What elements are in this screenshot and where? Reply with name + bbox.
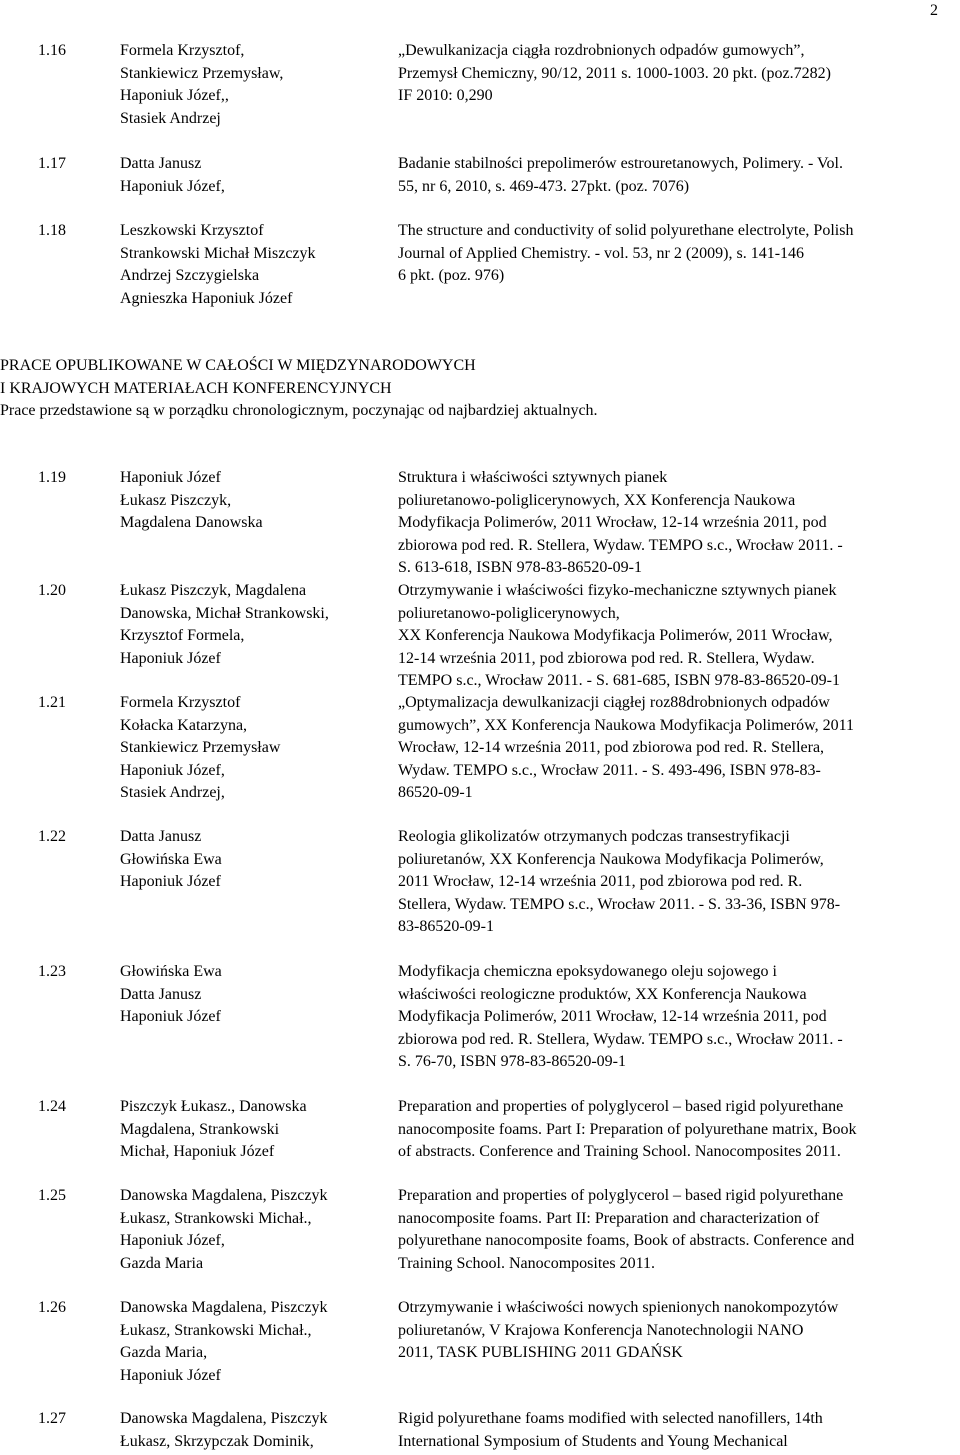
author-line: Formela Krzysztof	[120, 694, 241, 711]
author-line: Formela Krzysztof,	[120, 42, 245, 59]
author-line: Danowska Magdalena, Piszczyk	[120, 1299, 328, 1316]
author-line: Piszczyk Łukasz., Danowska	[120, 1098, 307, 1115]
author-line: Danowska Magdalena, Piszczyk	[120, 1187, 328, 1204]
author-line: Datta Janusz	[120, 155, 202, 172]
entry-authors	[120, 1096, 385, 1164]
publication-line: 83-86520-09-1	[398, 918, 494, 935]
entry-number: 1.17	[38, 155, 66, 172]
author-line: Datta Janusz	[120, 985, 202, 1003]
publication-line: Otrzymywanie i właściwości fizyko-mechaniczne sztywnych pianek	[398, 582, 837, 599]
entry-number: 1.23	[38, 963, 66, 980]
author-line: Łukasz, Strankowski Michał.,	[120, 1321, 312, 1339]
publication-line: nanocomposite foams. Part I: Preparation of polyurethane matrix, Book	[398, 1120, 857, 1138]
entry-number: 1.24	[38, 1098, 66, 1115]
publication-line: of abstracts. Conference and Training School. Nanocomposites 2011.	[398, 1143, 841, 1160]
entry-publication	[398, 826, 958, 939]
author-line: Strankowski Michał Miszczyk	[120, 244, 316, 262]
publication-line: 6 pkt. (poz. 976)	[398, 267, 505, 284]
author-line: Haponiuk Józef,,	[120, 87, 229, 104]
entry-authors	[120, 153, 385, 198]
author-line: Łukasz Piszczyk,	[120, 491, 232, 509]
author-line: Krzysztof Formela,	[120, 627, 245, 644]
entry-publication	[398, 1185, 958, 1275]
section-title-line: PRACE OPUBLIKOWANE W CAŁOŚCI W MIĘDZYNARODOWYCH	[0, 357, 476, 374]
author-line: Łukasz Piszczyk, Magdalena	[120, 582, 307, 599]
publication-line: Modyfikacja Polimerów, 2011 Wrocław, 12-14 września 2011, pod	[398, 514, 827, 531]
publication-line: Wrocław, 12-14 września 2011, pod zbiorowa pod red. R. Stellera,	[398, 739, 825, 756]
publication-line: poliuretanowo-poliglicerynowych, XX Konferencja Naukowa	[398, 491, 796, 509]
publication-line: International Symposium of Students and Young Mechanical	[398, 1432, 788, 1450]
entry-number: 1.26	[38, 1299, 66, 1316]
entry-number: 1.18	[38, 222, 66, 239]
author-line: Danowska, Michał Strankowski,	[120, 604, 329, 622]
author-line: Gazda Maria,	[120, 1344, 208, 1361]
publication-line: XX Konferencja Naukowa Modyfikacja Polimerów, 2011 Wrocław,	[398, 627, 833, 644]
entry-number: 1.20	[38, 582, 66, 599]
author-line: Magdalena, Strankowski	[120, 1120, 280, 1138]
entry-authors	[120, 826, 385, 894]
publication-line: Preparation and properties of polyglycerol – based rigid polyurethane	[398, 1098, 844, 1115]
author-line: Łukasz, Skrzypczak Dominik,	[120, 1432, 314, 1450]
entry-authors	[120, 1185, 385, 1275]
entry-authors	[120, 1408, 385, 1453]
entry-authors	[120, 961, 385, 1029]
publication-line: TEMPO s.c., Wrocław 2011. - S. 681-685, ISBN 978-83-86520-09-1	[398, 672, 840, 689]
entry-number: 1.21	[38, 694, 66, 711]
author-line: Datta Janusz	[120, 828, 202, 845]
publication-line: Otrzymywanie i właściwości nowych spienionych nanokompozytów	[398, 1299, 839, 1316]
author-line: Haponiuk Józef,	[120, 761, 225, 779]
author-line: Magdalena Danowska	[120, 514, 263, 531]
publication-line: Stellera, Wydaw. TEMPO s.c., Wrocław 2011. - S. 33-36, ISBN 978-	[398, 895, 841, 913]
author-line: Haponiuk Józef	[120, 1008, 221, 1025]
publication-line: IF 2010: 0,290	[398, 87, 493, 104]
section-heading	[0, 355, 598, 423]
publication-line: „Optymalizacja dewulkanizacji ciągłej roz88drobnionych odpadów	[398, 694, 830, 711]
author-line: Danowska Magdalena, Piszczyk	[120, 1410, 328, 1427]
author-line: Głowińska Ewa	[120, 963, 222, 980]
publication-line: nanocomposite foams. Part II: Preparation and characterization of	[398, 1209, 820, 1227]
entry-number: 1.27	[38, 1410, 66, 1427]
author-line: Stasiek Andrzej	[120, 109, 221, 127]
entry-authors	[120, 467, 385, 535]
publication-line: 86520-09-1	[398, 784, 473, 801]
publication-line: poliuretanów, V Krajowa Konferencja Nanotechnologii NANO	[398, 1321, 804, 1339]
author-line: Głowińska Ewa	[120, 850, 222, 868]
entry-publication	[398, 220, 958, 288]
author-line: Michał, Haponiuk Józef	[120, 1143, 275, 1160]
publication-line: zbiorowa pod red. R. Stellera, Wydaw. TEMPO s.c., Wrocław 2011. -	[398, 1030, 843, 1048]
author-line: Stankiewicz Przemysław,	[120, 64, 284, 82]
entry-publication	[398, 40, 958, 108]
entry-authors	[120, 580, 385, 670]
publication-line: poliuretanowo-poliglicerynowych,	[398, 604, 620, 622]
author-line: Haponiuk Józef,	[120, 1232, 225, 1249]
section-title-line: I KRAJOWYCH MATERIAŁACH KONFERENCYJNYCH	[0, 379, 392, 397]
publication-line: Reologia glikolizatów otrzymanych podczas transestryfikacji	[398, 828, 790, 845]
entry-publication	[398, 1297, 958, 1365]
author-line: Haponiuk Józef,	[120, 177, 225, 195]
publication-line: 2011 Wrocław, 12-14 września 2011, pod zbiorowa pod red. R.	[398, 873, 803, 890]
entry-authors	[120, 692, 385, 805]
publication-line: właściwości reologiczne produktów, XX Konferencja Naukowa	[398, 985, 807, 1003]
publication-line: poliuretanów, XX Konferencja Naukowa Modyfikacja Polimerów,	[398, 850, 824, 868]
author-line: Haponiuk Józef	[120, 873, 221, 890]
publication-line: polyurethane nanocomposite foams, Book of abstracts. Conference and	[398, 1232, 855, 1249]
entry-authors	[120, 40, 385, 130]
entry-publication	[398, 153, 958, 198]
author-line: Haponiuk Józef	[120, 469, 221, 486]
entry-number: 1.25	[38, 1187, 66, 1204]
publication-line: Modyfikacja Polimerów, 2011 Wrocław, 12-14 września 2011, pod	[398, 1008, 827, 1025]
entry-number: 1.16	[38, 42, 66, 59]
publication-line: 55, nr 6, 2010, s. 469-473. 27pkt. (poz. 7076)	[398, 177, 690, 195]
author-line: Gazda Maria	[120, 1254, 204, 1272]
publication-line: gumowych”, XX Konferencja Naukowa Modyfikacja Polimerów, 2011	[398, 716, 855, 734]
author-line: Leszkowski Krzysztof	[120, 222, 264, 239]
entry-number: 1.22	[38, 828, 66, 845]
publication-line: Modyfikacja chemiczna epoksydowanego oleju sojowego i	[398, 963, 777, 980]
publication-line: Training School. Nanocomposites 2011.	[398, 1254, 656, 1272]
author-line: Stasiek Andrzej,	[120, 784, 225, 801]
publication-line: Struktura i właściwości sztywnych pianek	[398, 469, 668, 486]
publication-line: Wydaw. TEMPO s.c., Wrocław 2011. - S. 493-496, ISBN 978-83-	[398, 761, 821, 779]
entry-publication	[398, 961, 958, 1074]
publication-line: Preparation and properties of polyglycerol – based rigid polyurethane	[398, 1187, 844, 1204]
publication-line: S. 613-618, ISBN 978-83-86520-09-1	[398, 559, 642, 576]
author-line: Haponiuk Józef	[120, 1366, 221, 1384]
publication-line: Rigid polyurethane foams modified with selected nanofillers, 14th	[398, 1410, 823, 1427]
author-line: Haponiuk Józef	[120, 649, 221, 667]
entry-authors	[120, 1297, 385, 1387]
publication-line: 12-14 września 2011, pod zbiorowa pod red. R. Stellera, Wydaw.	[398, 649, 815, 667]
entry-publication	[398, 692, 958, 805]
publication-line: „Dewulkanizacja ciągła rozdrobnionych odpadów gumowych”,	[398, 42, 805, 59]
page-number: 2	[930, 2, 938, 19]
publication-line: Journal of Applied Chemistry. - vol. 53, nr 2 (2009), s. 141-146	[398, 244, 805, 262]
publication-line: Badanie stabilności prepolimerów estrouretanowych, Polimery. - Vol.	[398, 155, 843, 172]
author-line: Kołacka Katarzyna,	[120, 716, 248, 734]
publication-line: zbiorowa pod red. R. Stellera, Wydaw. TEMPO s.c., Wrocław 2011. -	[398, 536, 843, 554]
entry-publication	[398, 467, 958, 580]
entry-publication	[398, 580, 958, 693]
section-note: Prace przedstawione są w porządku chronologicznym, poczynając od najbardziej aktualnych.	[0, 402, 598, 419]
entry-number: 1.19	[38, 469, 66, 486]
entry-authors	[120, 220, 385, 310]
author-line: Agnieszka Haponiuk Józef	[120, 289, 293, 307]
publication-line: S. 76-70, ISBN 978-83-86520-09-1	[398, 1053, 626, 1070]
author-line: Łukasz, Strankowski Michał.,	[120, 1209, 312, 1227]
author-line: Stankiewicz Przemysław	[120, 739, 281, 756]
publication-line: Przemysł Chemiczny, 90/12, 2011 s. 1000-1003. 20 pkt. (poz.7282)	[398, 64, 831, 82]
entry-publication	[398, 1096, 958, 1164]
publication-line: 2011, TASK PUBLISHING 2011 GDAŃSK	[398, 1344, 683, 1361]
entry-publication	[398, 1408, 958, 1453]
author-line: Andrzej Szczygielska	[120, 267, 260, 284]
publication-line: The structure and conductivity of solid polyurethane electrolyte, Polish	[398, 222, 854, 239]
